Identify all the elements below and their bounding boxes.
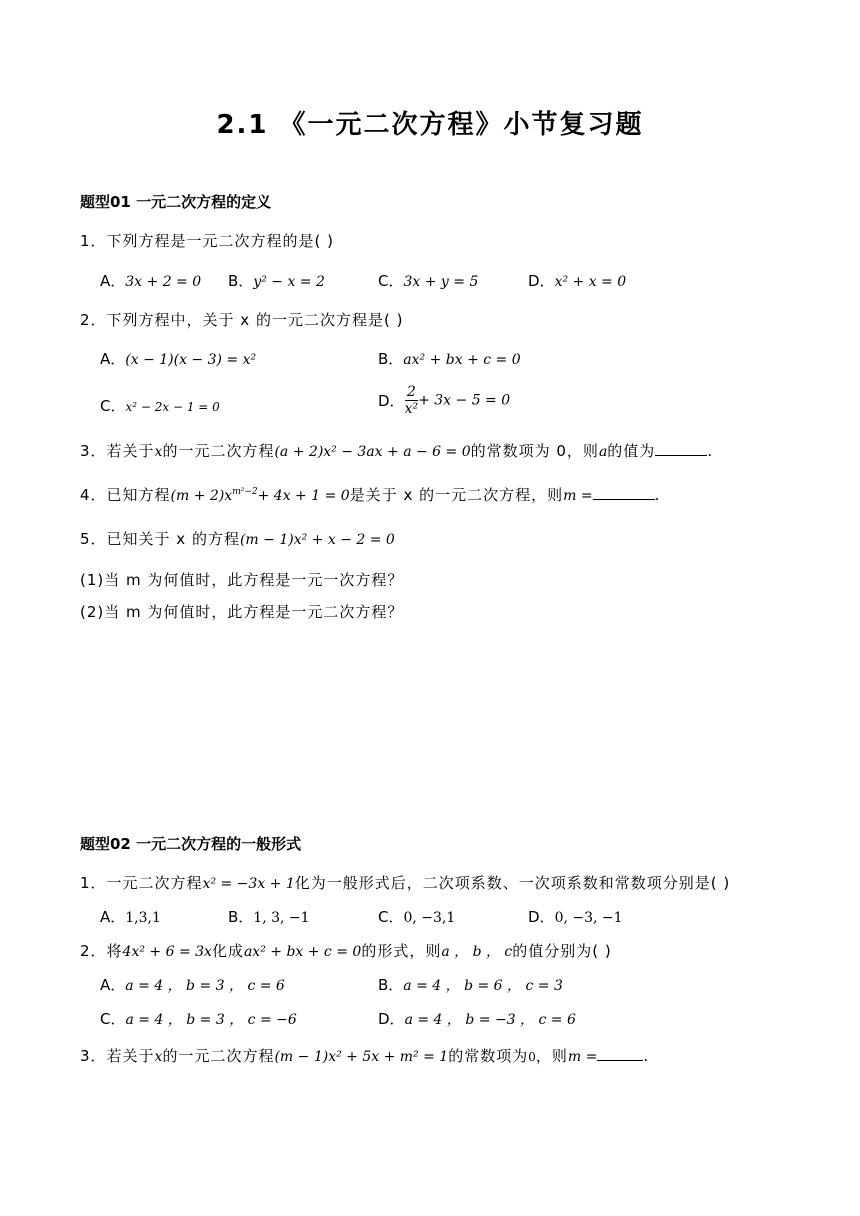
answer-blank[interactable]	[655, 441, 707, 456]
option-2-1-c: C．0, −3,1	[378, 908, 456, 926]
option-2-2-a: A．a = 4 ， b = 3 ， c = 6	[100, 976, 285, 994]
option-2-2-b: B．a = 4 ， b = 6 ， c = 3	[378, 976, 563, 994]
question-1-5-part-1: (1)当 m 为何值时，此方程是一元一次方程？	[80, 571, 404, 589]
fraction: $\frac{2}{\text{x²}}$	[404, 384, 419, 417]
question-2-2: 2．将4x² + 6 = 3x化成ax² + bx + c = 0的形式，则a ， b ， c的值分别为( )	[80, 942, 612, 960]
option-1-1-a: A．3x + 2 = 0	[100, 272, 202, 290]
question-1-4: 4．已知方程$(m + 2)x^{m^2-2}+ 4x + 1 = 0$是关于 x 的一元二次方程，则m = .	[80, 486, 661, 504]
option-1-1-b: B．y² − x = 2	[228, 272, 325, 290]
question-2-1: 1．一元二次方程x² = −3x + 1化为一般形式后，二次项系数、一次项系数和常数项分别是( )	[80, 874, 731, 892]
question-1-1-stem: 1．下列方程是一元二次方程的是( )	[80, 232, 335, 250]
answer-blank[interactable]	[597, 1046, 643, 1061]
answer-blank[interactable]	[593, 485, 655, 500]
question-1-5: 5．已知关于 x 的方程(m − 1)x² + x − 2 = 0	[80, 530, 395, 548]
option-2-1-b: B．1, 3, −1	[228, 908, 310, 926]
question-2-3: 3．若关于x的一元二次方程(m − 1)x² + 5x + m² = 1的常数项为0，则m = .	[80, 1047, 650, 1065]
option-1-1-d: D．x² + x = 0	[528, 272, 627, 290]
option-2-2-d: D．a = 4 ， b = −3 ， c = 6	[378, 1010, 576, 1028]
question-1-2-stem: 2．下列方程中，关于 x 的一元二次方程是( )	[80, 311, 404, 329]
option-2-1-a: A．1,3,1	[100, 908, 161, 926]
section-heading-1: 题型01 一元二次方程的定义	[80, 193, 272, 211]
option-1-2-c: C．x² − 2x − 1 = 0	[100, 397, 220, 415]
section-heading-2: 题型02 一元二次方程的一般形式	[80, 835, 302, 853]
option-1-2-a: A．(x − 1)(x − 3) = x²	[100, 350, 257, 368]
question-1-3: 3．若关于x的一元二次方程(a + 2)x² − 3ax + a − 6 = 0的常数项为 0，则a的值为 .	[80, 442, 714, 460]
option-1-1-c: C．3x + y = 5	[378, 272, 479, 290]
option-1-2-b: B．ax² + bx + c = 0	[378, 350, 521, 368]
option-2-1-d: D．0, −3, −1	[528, 908, 623, 926]
option-2-2-c: C．a = 4 ， b = 3 ， c = −6	[100, 1010, 297, 1028]
question-1-5-part-2: (2)当 m 为何值时，此方程是一元二次方程？	[80, 603, 404, 621]
page-title: 2.1 《一元二次方程》小节复习题	[216, 110, 644, 140]
option-1-2-d: D． $\frac{2}{\text{x²}}$ + 3x − 5 = 0	[378, 384, 511, 417]
